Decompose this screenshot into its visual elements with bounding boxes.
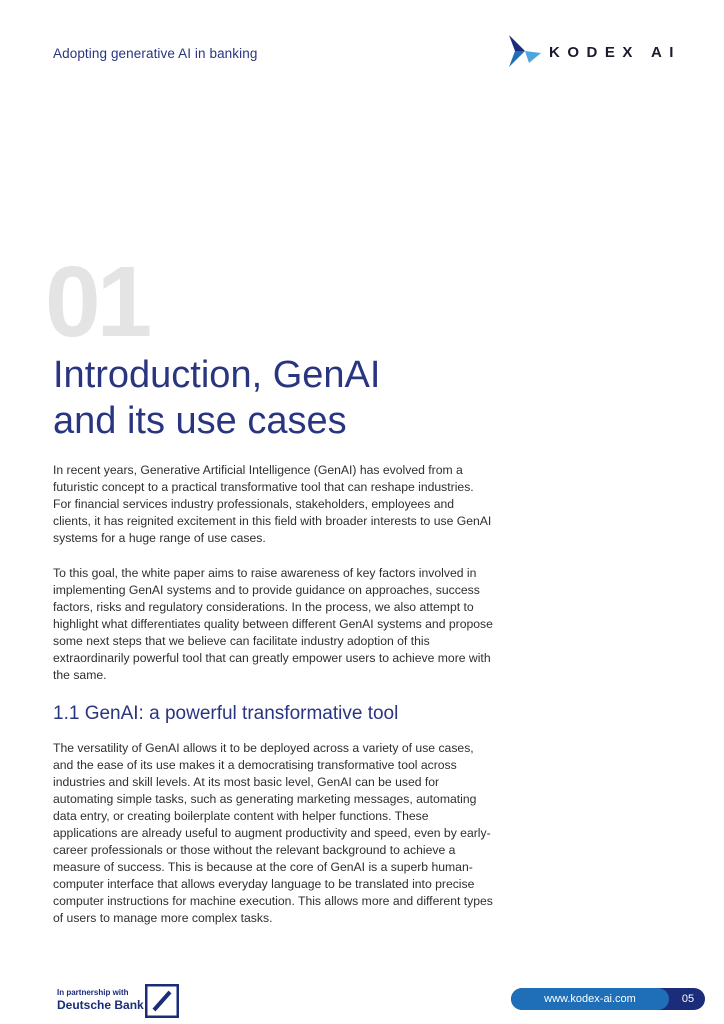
deutsche-bank-logo-icon	[145, 984, 179, 1018]
logo-text: KODEX AI	[549, 44, 681, 61]
chapter-number: 01	[45, 246, 149, 358]
page-number: 05	[681, 993, 695, 1005]
chapter-title-line-2: and its use cases	[53, 400, 347, 442]
section-heading: 1.1 GenAI: a powerful transformative tool	[53, 703, 399, 724]
footer-bar	[511, 988, 705, 1010]
intro-paragraph-1: In recent years, Generative Artificial Intelligence (GenAI) has evolved from a futuristic concept to a practical transformative tool that can reshape industries. For financial services industry professionals, stakeholders, employees and clients, it has reignited excitement in this field with broader interests to use GenAI systems for a huge range of use cases.	[53, 463, 492, 545]
running-header-title: Adopting generative AI in banking	[53, 46, 258, 61]
partner-block	[57, 984, 187, 1018]
chapter-title-line-1: Introduction, GenAI	[53, 354, 381, 396]
partner-caption: In partnership with	[57, 988, 129, 997]
intro-paragraph-2: To this goal, the white paper aims to raise awareness of key factors involved in implementing GenAI systems and to provide guidance on approaches, success factors, risks and regulatory considerations. In the process, we also attempt to highlight what differentiates quality between different GenAI systems and propose some next steps that we believe can facilitate industry adoption of this extraordinarily powerful tool that can greatly empower users to achieve more with the same.	[53, 566, 493, 682]
kodex-arrow-icon	[505, 33, 541, 69]
footer-url-link[interactable]: www.kodex-ai.com	[544, 993, 636, 1005]
partner-name: Deutsche Bank	[57, 998, 144, 1012]
chapter-title	[53, 352, 613, 444]
kodex-ai-logo[interactable]	[505, 33, 695, 69]
section-paragraph: The versatility of GenAI allows it to be deployed across a variety of use cases, and the ease of its use makes it a democratising transformative tool across industries and skill levels. At its most basic level, GenAI can be used for automating simple tasks, such as generating marketing messages, automating data entry, or creating boilerplate content with helper functions. These applications are already useful to augment productivity and speed, even by early-career professionals or those without the relevant background to achieve a measure of success. This is because at the core of GenAI is a superb human-computer interface that allows everyday language to be translated into precise computer instructions for machine execution. This allows more and different types of users to manage more complex tasks.	[53, 741, 493, 925]
